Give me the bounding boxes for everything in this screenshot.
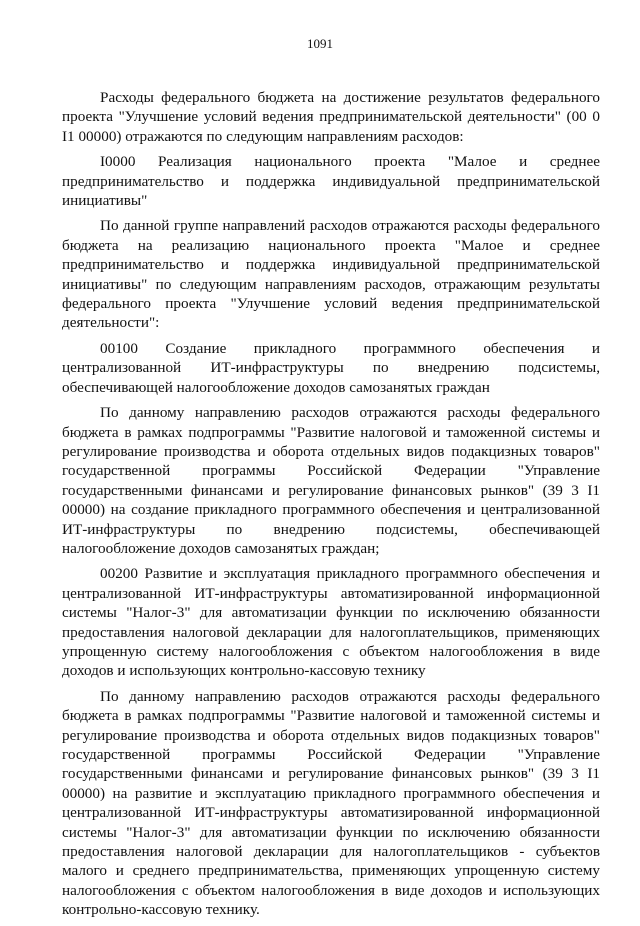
paragraph-00100-description: По данному направлению расходов отражаются расходы федерального бюджета в рамках подпрограммы "Развитие налоговой и таможенной системы и регулирование производства и оборота отдельных видов подакцизных товаров" государственной программы Российской Федерации "Управление государственными финансами и регулирование финансовых рынков" (39 3 I1 00000) на создание прикладного программного обеспечения и централизованной ИТ-инфраструктуры по внедрению подсистемы, обеспечивающей налогообложение доходов самозанятых граждан; xyxy=(62,404,600,557)
paragraph-code-00200: 00200 Развитие и эксплуатация прикладного программного обеспечения и централизованной ИТ-инфраструктуры автоматизированной информационной системы "Налог-3" для автоматизации функции по исключению обязанности предоставления налоговой декларации для налогоплательщиков, применяющих упрощенную систему налогообложения с объектом налогообложения в виде доходов и использующих контрольно-кассовую технику xyxy=(62,565,600,680)
paragraph-code-i0000: I0000 Реализация национального проекта "Малое и среднее предпринимательство и поддержка индивидуальной предпринимательской инициативы" xyxy=(62,153,600,210)
paragraph-group-description: По данной группе направлений расходов отражаются расходы федерального бюджета на реализацию национального проекта "Малое и среднее предпринимательство и поддержка индивидуальной предпринимательской инициативы" по следующим направлениям расходов, отражающим результаты федерального проекта "Улучшение условий ведения предпринимательской деятельности": xyxy=(62,217,600,332)
document-body xyxy=(62,88,600,926)
paragraph-intro: Расходы федерального бюджета на достижение результатов федерального проекта "Улучшение условий ведения предпринимательской деятельности" (00 0 I1 00000) отражаются по следующим направлениям расходов: xyxy=(62,89,600,145)
paragraph-00200-description: По данному направлению расходов отражаются расходы федерального бюджета в рамках подпрограммы "Развитие налоговой и таможенной системы и регулирование производства и оборота отдельных видов подакцизных товаров" государственной программы Российской Федерации "Управление государственными финансами и регулирование финансовых рынков" (39 3 I1 00000) на развитие и эксплуатацию прикладного программного обеспечения и централизованной ИТ-инфраструктуры автоматизированной информационной системы "Налог-3" для автоматизации функции по исключению обязанности предоставления налоговой декларации для налогоплательщиков - субъектов малого и среднего предпринимательства, применяющих упрощенную систему налогообложения с объектом налогообложения в виде доходов и использующих контрольно-кассовую технику. xyxy=(62,687,600,919)
paragraph-code-00100: 00100 Создание прикладного программного обеспечения и централизованной ИТ-инфраструктуры по внедрению подсистемы, обеспечивающей налогообложение доходов самозанятых граждан xyxy=(62,339,600,396)
page-number: 1091 xyxy=(307,36,333,51)
